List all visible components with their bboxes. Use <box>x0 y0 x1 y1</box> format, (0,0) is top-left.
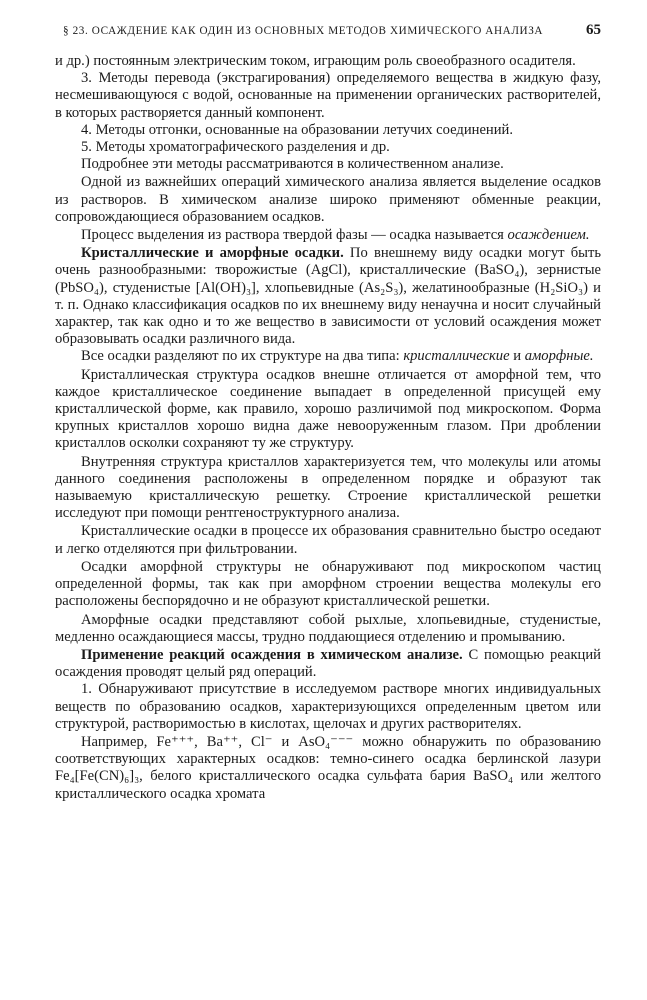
subheading-crystalline-amorphous: Кристаллические и аморфные осадки. <box>81 245 344 262</box>
page-number: 65 <box>586 22 601 38</box>
paragraph-crystalline-precipitates: Кристаллические осадки в процессе их образования сравнительно быстро оседают и легко отделяются при фильтровании. <box>55 523 601 557</box>
paragraph-precipitation-operations: Одной из важнейших операций химического анализа является выделение осадков из растворов. В химическом анализе широко применяют обменные реакции, сопровождающиеся образованием осадков. <box>55 174 601 225</box>
paragraph-text: Все осадки разделяют по их структуре на два типа: <box>81 348 404 365</box>
term-amorphous: аморфные. <box>524 348 594 365</box>
paragraph-crystalline-structure: Кристаллическая структура осадков внешне отличается от аморфной тем, что каждое кристаллическое соединение выпадает в определенной присущей ему кристаллической форме, как правило, хорошо различимой под микроскопом. Форма крупных кристаллов хорошо видна даже невооруженным глазом. При дроблении кристаллов осколки сохраняют ту же структуру. <box>55 366 601 452</box>
paragraph-text: По внешнему виду осадки могут быть очень разнообразными: творожистые (AgCl), кристаллические (BaSO₄), зернистые (PbSO₄), студенистые [Al(OH)₃], хлопьевидные (As₂S₃), желатинообразные (H₂SiO₃) и т. п. Однако классификация осадков по их внешнему виду ненаучна и носит случайный характер, так как одно и то же вещество в зависимости от условий осаждения может образовывать осадки различного вида. <box>55 245 601 348</box>
paragraph-example: Например, Fe⁺⁺⁺, Ba⁺⁺, Cl⁻ и AsO₄⁻⁻⁻ можно обнаружить по образованию соответствующих характерных осадков: темно-синего осадка берлинской лазури Fe₄[Fe(CN)₆]₃, белого кристаллического осадка сульфата бария BaSO₄ или желтого кристаллического осадка хромата <box>55 733 601 802</box>
paragraph-text: и <box>509 348 525 365</box>
paragraph-amorphous-structure: Осадки аморфной структуры не обнаруживают под микроскопом частиц определенной формы, так как при аморфном строении вещества молекулы его расположены беспорядочно и не образуют кристаллической решетки. <box>55 558 601 610</box>
paragraph-chromatography-methods: 5. Методы хроматографического разделения и др. <box>81 139 390 156</box>
paragraph-application <box>55 647 601 681</box>
running-header <box>55 22 601 39</box>
paragraph-1: и др.) постоянным электрическим током, играющим роль своеобразного осадителя. <box>55 53 576 69</box>
paragraph-detection: 1. Обнаруживают присутствие в исследуемом растворе многих индивидуальных веществ по образованию осадков, характеризующихся определенным цветом или структурой, растворимостью в кислотах, щелочах и других растворителях. <box>55 681 601 732</box>
definition-text: Процесс выделения из раствора твердой фазы — осадка называется <box>81 227 508 244</box>
paragraph-text: С помощью реакций осаждения проводят целый ряд операций. <box>55 646 601 681</box>
paragraph-extraction-methods: 3. Методы перевода (экстрагирования) определяемого вещества в жидкую фазу, несмешивающуюся с водой, основанные на применении органических растворителей, в которых растворяется данный компонент. <box>55 70 601 121</box>
paragraph-crystal-lattice: Внутренняя структура кристаллов характеризуется тем, что молекулы или атомы данного соединения расположены в определенном порядке и образуют так называемую кристаллическую решетку. Строение кристаллической решетки исследуют при помощи рентгеноструктурного анализа. <box>55 453 601 522</box>
paragraph-amorphous-precipitates: Аморфные осадки представляют собой рыхлые, хлопьевидные, студенистые, медленно осаждающиеся массы, трудно поддающиеся отделению и промыванию. <box>55 611 601 645</box>
page-body <box>55 53 601 803</box>
term-crystalline: кристаллические <box>403 348 510 365</box>
paragraph-more-details: Подробнее эти методы рассматриваются в количественном анализе. <box>81 156 504 173</box>
section-title: § 23. ОСАЖДЕНИЕ КАК ОДИН ИЗ ОСНОВНЫХ МЕТОДОВ ХИМИЧЕСКОГО АНАЛИЗА <box>63 25 544 37</box>
paragraph-precipitation-definition <box>55 227 601 244</box>
definition-term: осаждением. <box>507 227 590 244</box>
paragraph-crystalline-amorphous <box>55 245 601 348</box>
paragraph-distillation-methods: 4. Методы отгонки, основанные на образовании летучих соединений. <box>81 121 514 138</box>
paragraph-structure-types <box>55 348 601 365</box>
subheading-application: Применение реакций осаждения в химическом анализе. <box>81 646 463 663</box>
